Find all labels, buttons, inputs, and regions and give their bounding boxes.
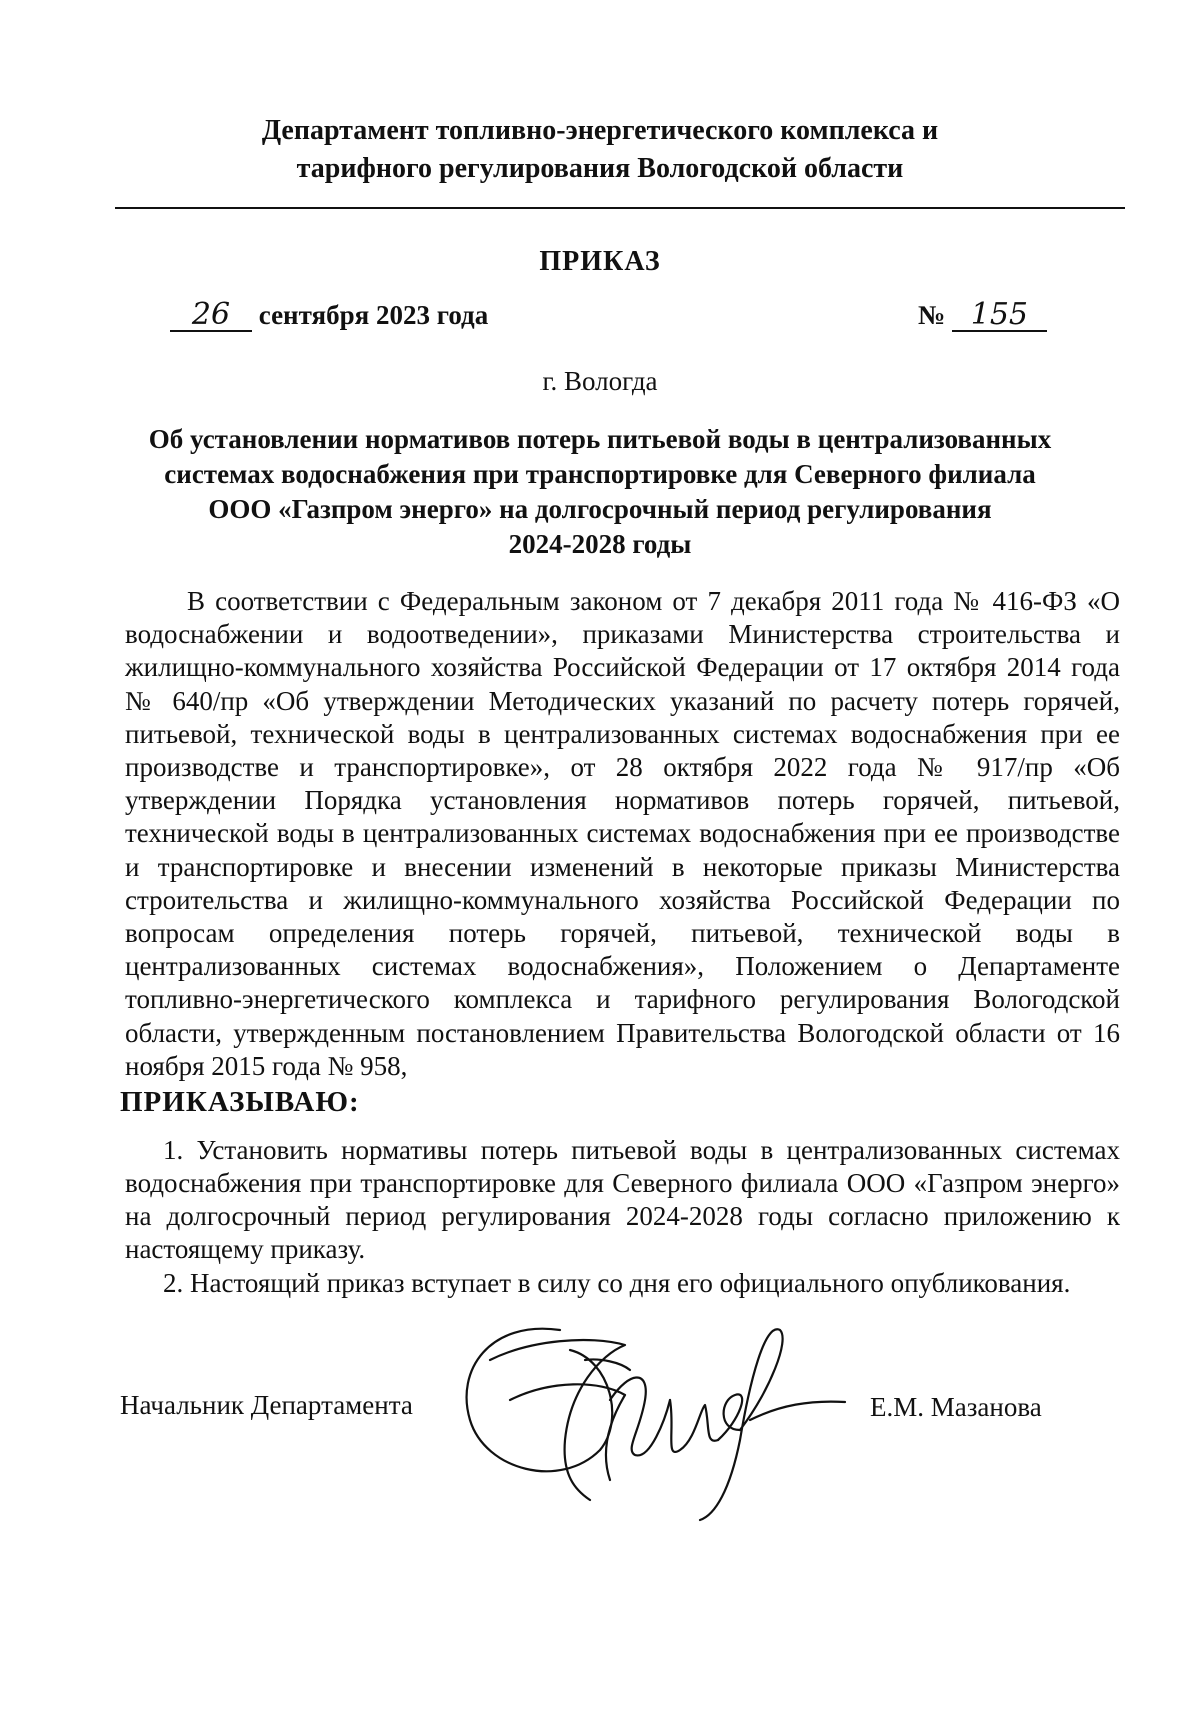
order-directive: ПРИКАЗЫВАЮ: xyxy=(120,1086,360,1118)
header-divider xyxy=(115,207,1125,209)
number-label: № xyxy=(918,300,946,330)
date-month-year: сентября 2023 года xyxy=(258,300,489,330)
document-date xyxy=(170,297,489,332)
number-value: 155 xyxy=(952,300,1047,332)
order-item-2: 2. Настоящий приказ вступает в силу со дня его официального опубликования. xyxy=(163,1268,1071,1298)
preamble-paragraph: В соответствии с Федеральным законом от 7 декабря 2011 года № 416-ФЗ «О водоснабжении и водоотведении», приказами Министерства строительства и жилищно-коммунального хозяйства Российской Федерации от 17 октября 2014 года № 640/пр «Об утверждении Методических указаний по расчету потерь горячей, питьевой, технической воды в централизованных системах водоснабжения при ее производстве и транспортировке», от 28 октября 2022 года № 917/пр «Об утверждении Порядка установления нормативов потерь горячей, питьевой, технической воды в централизованных системах водоснабжения при ее производстве и транспортировке и внесении изменений в некоторые приказы Министерства строительства и жилищно-коммунального хозяйства Российской Федерации по вопросам определения потерь горячей, питьевой, технической воды в централизованных системах водоснабжения», Положением о Департаменте топливно-энергетического комплекса и тарифного регулирования Вологодской области, утвержденным постановлением Правительства Вологодской области от 16 ноября 2015 года № 958, xyxy=(125,586,1120,1081)
signatory-name: Е.М. Мазанова xyxy=(870,1392,1042,1422)
issuer-line-2: тарифного регулирования Вологодской области xyxy=(296,153,904,184)
order-item-1: 1. Установить нормативы потерь питьевой воды в централизованных системах водоснабжения при транспортировке для Северного филиала ООО «Газпром энерго» на долгосрочный период регулирования 2024-2028 годы согласно приложению к настоящему приказу. xyxy=(125,1135,1120,1264)
signatory-position: Начальник Департамента xyxy=(120,1390,413,1420)
subject-line-3: ООО «Газпром энерго» на долгосрочный период регулирования xyxy=(208,494,992,524)
issuer-line-1: Департамент топливно-энергетического комплекса и xyxy=(261,115,939,146)
subject-line-1: Об установлении нормативов потерь питьевой воды в централизованных xyxy=(148,424,1052,454)
document-number xyxy=(918,297,1047,332)
document-type: ПРИКАЗ xyxy=(539,246,661,277)
issue-city: г. Вологда xyxy=(542,366,658,396)
handwritten-signature xyxy=(450,1300,870,1530)
subject-line-4: 2024-2028 годы xyxy=(508,529,692,559)
date-day: 26 xyxy=(170,300,252,332)
issuer-header xyxy=(0,112,1200,188)
order-subject xyxy=(130,422,1070,562)
subject-line-2: системах водоснабжения при транспортировке для Северного филиала xyxy=(164,459,1036,489)
